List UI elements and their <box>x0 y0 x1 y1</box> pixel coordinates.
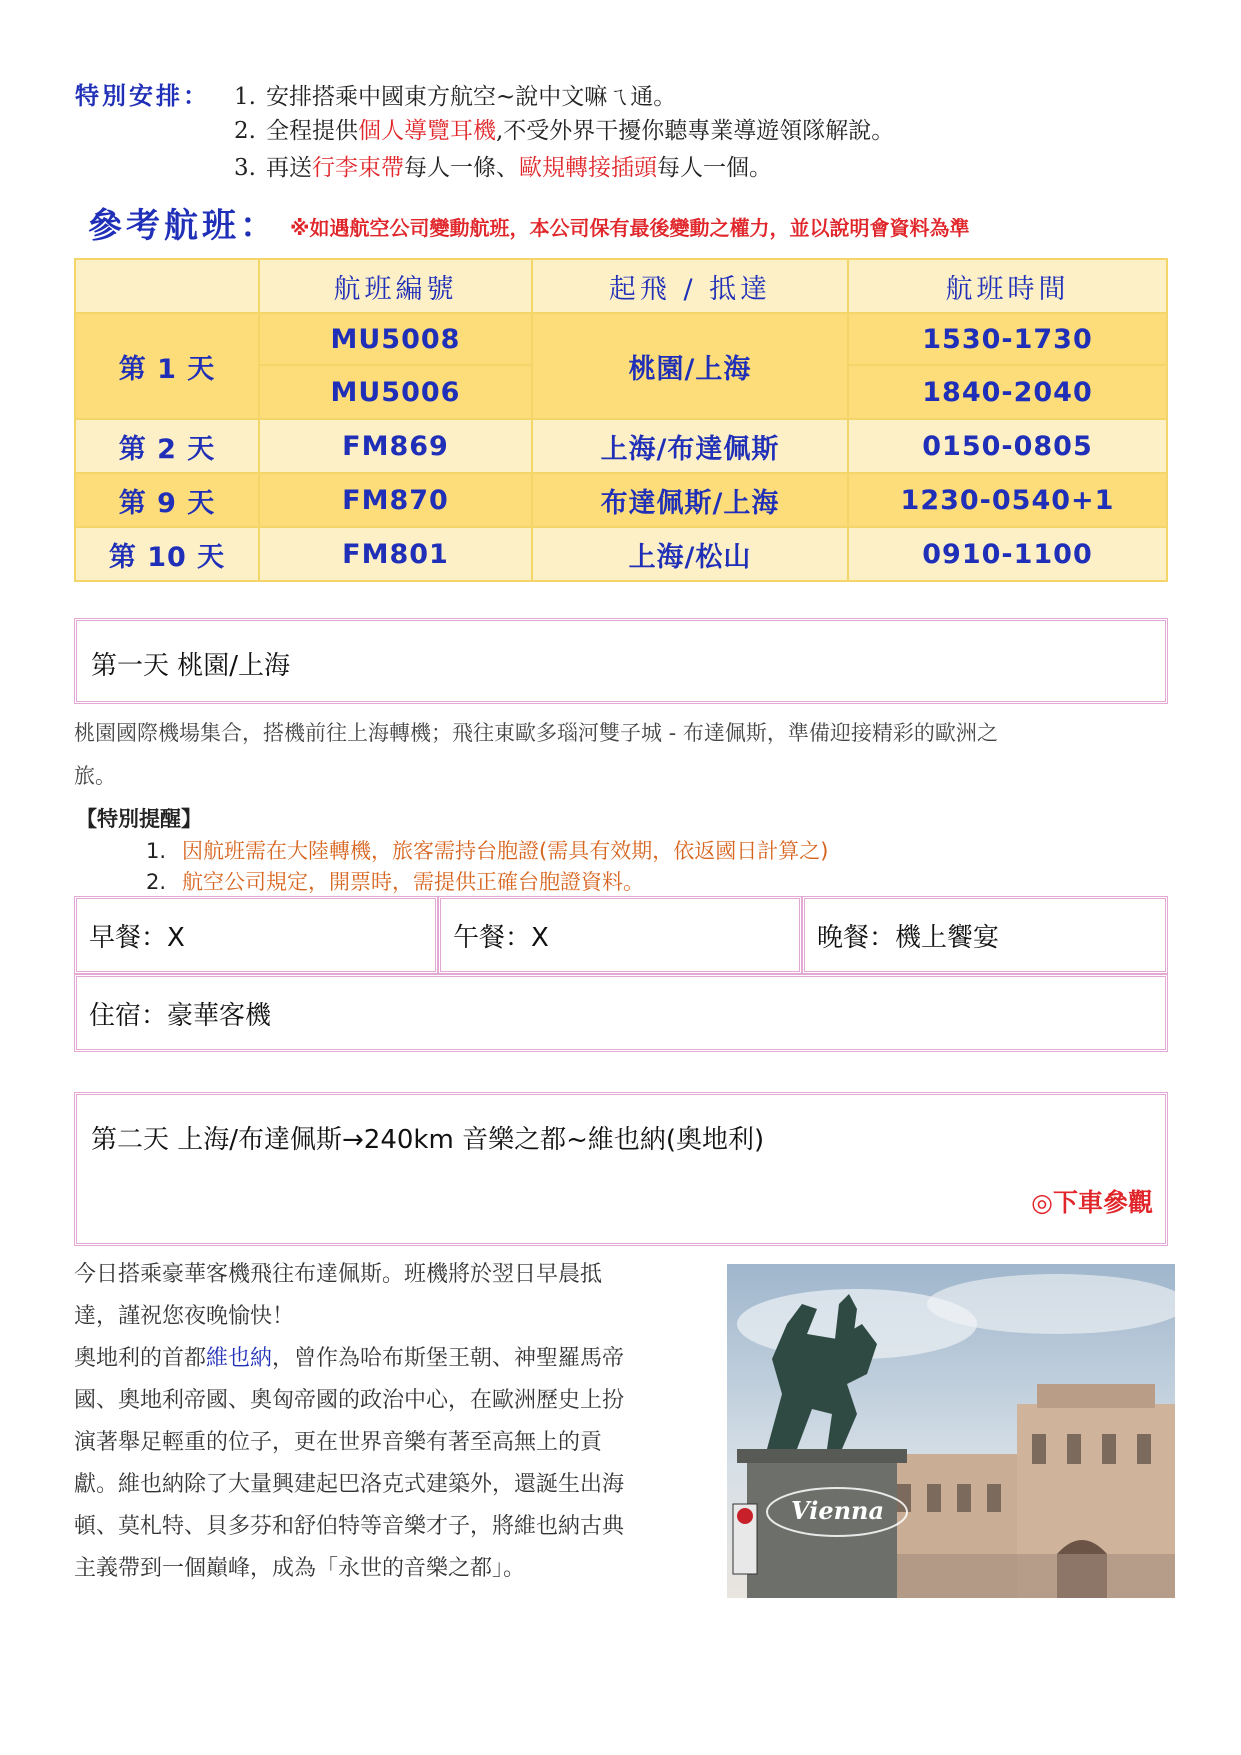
text-line: 達，謹祝您夜晚愉快！ <box>74 1304 295 1329</box>
day1-description-line2: 旅。 <box>74 764 116 788</box>
route-cell: 上海/布達佩斯 <box>532 419 848 473</box>
day2-description <box>74 1254 714 1590</box>
reminder-item-2 <box>146 866 644 896</box>
header-cell-time: 航班時間 <box>848 259 1167 313</box>
item-text: 每人一個。 <box>657 155 772 181</box>
day2-title: 第二天 上海/布達佩斯→240km 音樂之都~維也納(奧地利) <box>91 1125 765 1155</box>
special-item-1 <box>234 78 676 111</box>
flight-disclaimer: ※如遇航空公司變動航班，本公司保有最後變動之權力，並以說明會資料為準 <box>290 216 970 240</box>
item-text: 全程提供 <box>266 118 358 144</box>
item-text: 再送 <box>266 155 312 181</box>
day-cell: 第 1 天 <box>75 313 259 419</box>
reminder-item-1 <box>146 835 828 865</box>
day1-description-line1: 桃園國際機場集合，搭機前往上海轉機；飛往東歐多瑙河雙子城 - 布達佩斯，準備迎接精彩的歐洲之 <box>74 721 998 745</box>
flight-no-cell: FM869 <box>259 419 532 473</box>
time-cell: 1230-0540+1 <box>848 473 1167 527</box>
day2-header-box <box>74 1092 1168 1246</box>
vienna-photo <box>727 1264 1175 1598</box>
table-row <box>75 419 1167 473</box>
text-line: 主義帶到一個巔峰，成為「永世的音樂之都」。 <box>74 1556 526 1581</box>
vienna-caption: Vienna <box>791 1496 885 1525</box>
vienna-photo-illustration <box>727 1264 1175 1598</box>
lunch-cell: 午餐：X <box>438 896 802 974</box>
text-line: 獻。維也納除了大量興建起巴洛克式建築外，還誕生出海 <box>74 1472 625 1497</box>
time-cell: 0150-0805 <box>848 419 1167 473</box>
hotel-row <box>74 974 1168 1052</box>
special-item-2 <box>234 112 894 145</box>
route-cell: 布達佩斯/上海 <box>532 473 848 527</box>
text-line <box>74 1338 714 1380</box>
text-line: 演著舉足輕重的位子，更在世界音樂有著至高無上的貢 <box>74 1430 603 1455</box>
reminder-text: 航空公司規定，開票時，需提供正確台胞證資料。 <box>182 870 644 894</box>
time-cell: 1840-2040 <box>848 365 1167 419</box>
item-text: ,不受外界干擾你聽專業導遊領隊解說。 <box>496 118 895 144</box>
day1-header-box <box>74 618 1168 704</box>
dinner-cell: 晚餐：機上饗宴 <box>802 896 1168 974</box>
vienna-highlight: 維也納 <box>206 1346 273 1371</box>
text-span: ，曾作為哈布斯堡王朝、神聖羅馬帝 <box>272 1346 625 1371</box>
flight-section-title: 參考航班： <box>88 206 278 246</box>
day1-title: 第一天 桃園/上海 <box>91 651 291 681</box>
flight-no-cell: FM801 <box>259 527 532 581</box>
breakfast-cell: 早餐：X <box>74 896 438 974</box>
table-row <box>75 313 1167 365</box>
time-cell: 0910-1100 <box>848 527 1167 581</box>
route-cell: 上海/松山 <box>532 527 848 581</box>
text-span: 奧地利的首都 <box>74 1346 207 1371</box>
special-arrangements-label: 特別安排： <box>75 82 210 110</box>
reminder-heading: 【特別提醒】 <box>76 807 202 831</box>
item-text: 每人一條、 <box>404 155 519 181</box>
day-cell: 第 9 天 <box>75 473 259 527</box>
item-text: 安排搭乘中國東方航空~說中文嘛ㄟ通。 <box>266 84 677 110</box>
table-header-row <box>75 259 1167 313</box>
reminder-number: 2. <box>146 870 167 894</box>
text-line: 今日搭乘豪華客機飛往布達佩斯。班機將於翌日早晨抵 <box>74 1262 603 1287</box>
flight-no-cell: MU5006 <box>259 365 532 419</box>
hotel-cell: 住宿：豪華客機 <box>74 974 1168 1052</box>
route-cell: 桃園/上海 <box>532 313 848 419</box>
highlight-text: 個人導覽耳機 <box>358 118 496 144</box>
time-cell: 1530-1730 <box>848 313 1167 365</box>
table-row <box>75 473 1167 527</box>
text-line: 國、奧地利帝國、奧匈帝國的政治中心，在歐洲歷史上扮 <box>74 1388 625 1413</box>
day-cell: 第 10 天 <box>75 527 259 581</box>
table-row <box>75 527 1167 581</box>
item-number: 2. <box>234 118 256 144</box>
highlight-text: 歐規轉接插頭 <box>519 155 657 181</box>
flight-no-cell: MU5008 <box>259 313 532 365</box>
reminder-text: 因航班需在大陸轉機，旅客需持台胞證(需具有效期，依返國日計算之) <box>182 839 829 863</box>
flight-no-cell: FM870 <box>259 473 532 527</box>
day1-meal-table <box>74 896 1168 1052</box>
special-item-3 <box>234 149 772 182</box>
header-cell-route: 起飛 / 抵達 <box>532 259 848 313</box>
highlight-text: 行李束帶 <box>312 155 404 181</box>
item-number: 1. <box>234 84 256 110</box>
meal-row <box>74 896 1168 974</box>
header-cell-day <box>75 259 259 313</box>
header-cell-flight-no: 航班編號 <box>259 259 532 313</box>
flight-table <box>74 258 1168 582</box>
reminder-number: 1. <box>146 839 167 863</box>
text-line: 頓、莫札特、貝多芬和舒伯特等音樂才子，將維也納古典 <box>74 1514 625 1539</box>
item-number: 3. <box>234 155 256 181</box>
day2-visit-tag: ◎下車參觀 <box>1031 1188 1153 1217</box>
day-cell: 第 2 天 <box>75 419 259 473</box>
